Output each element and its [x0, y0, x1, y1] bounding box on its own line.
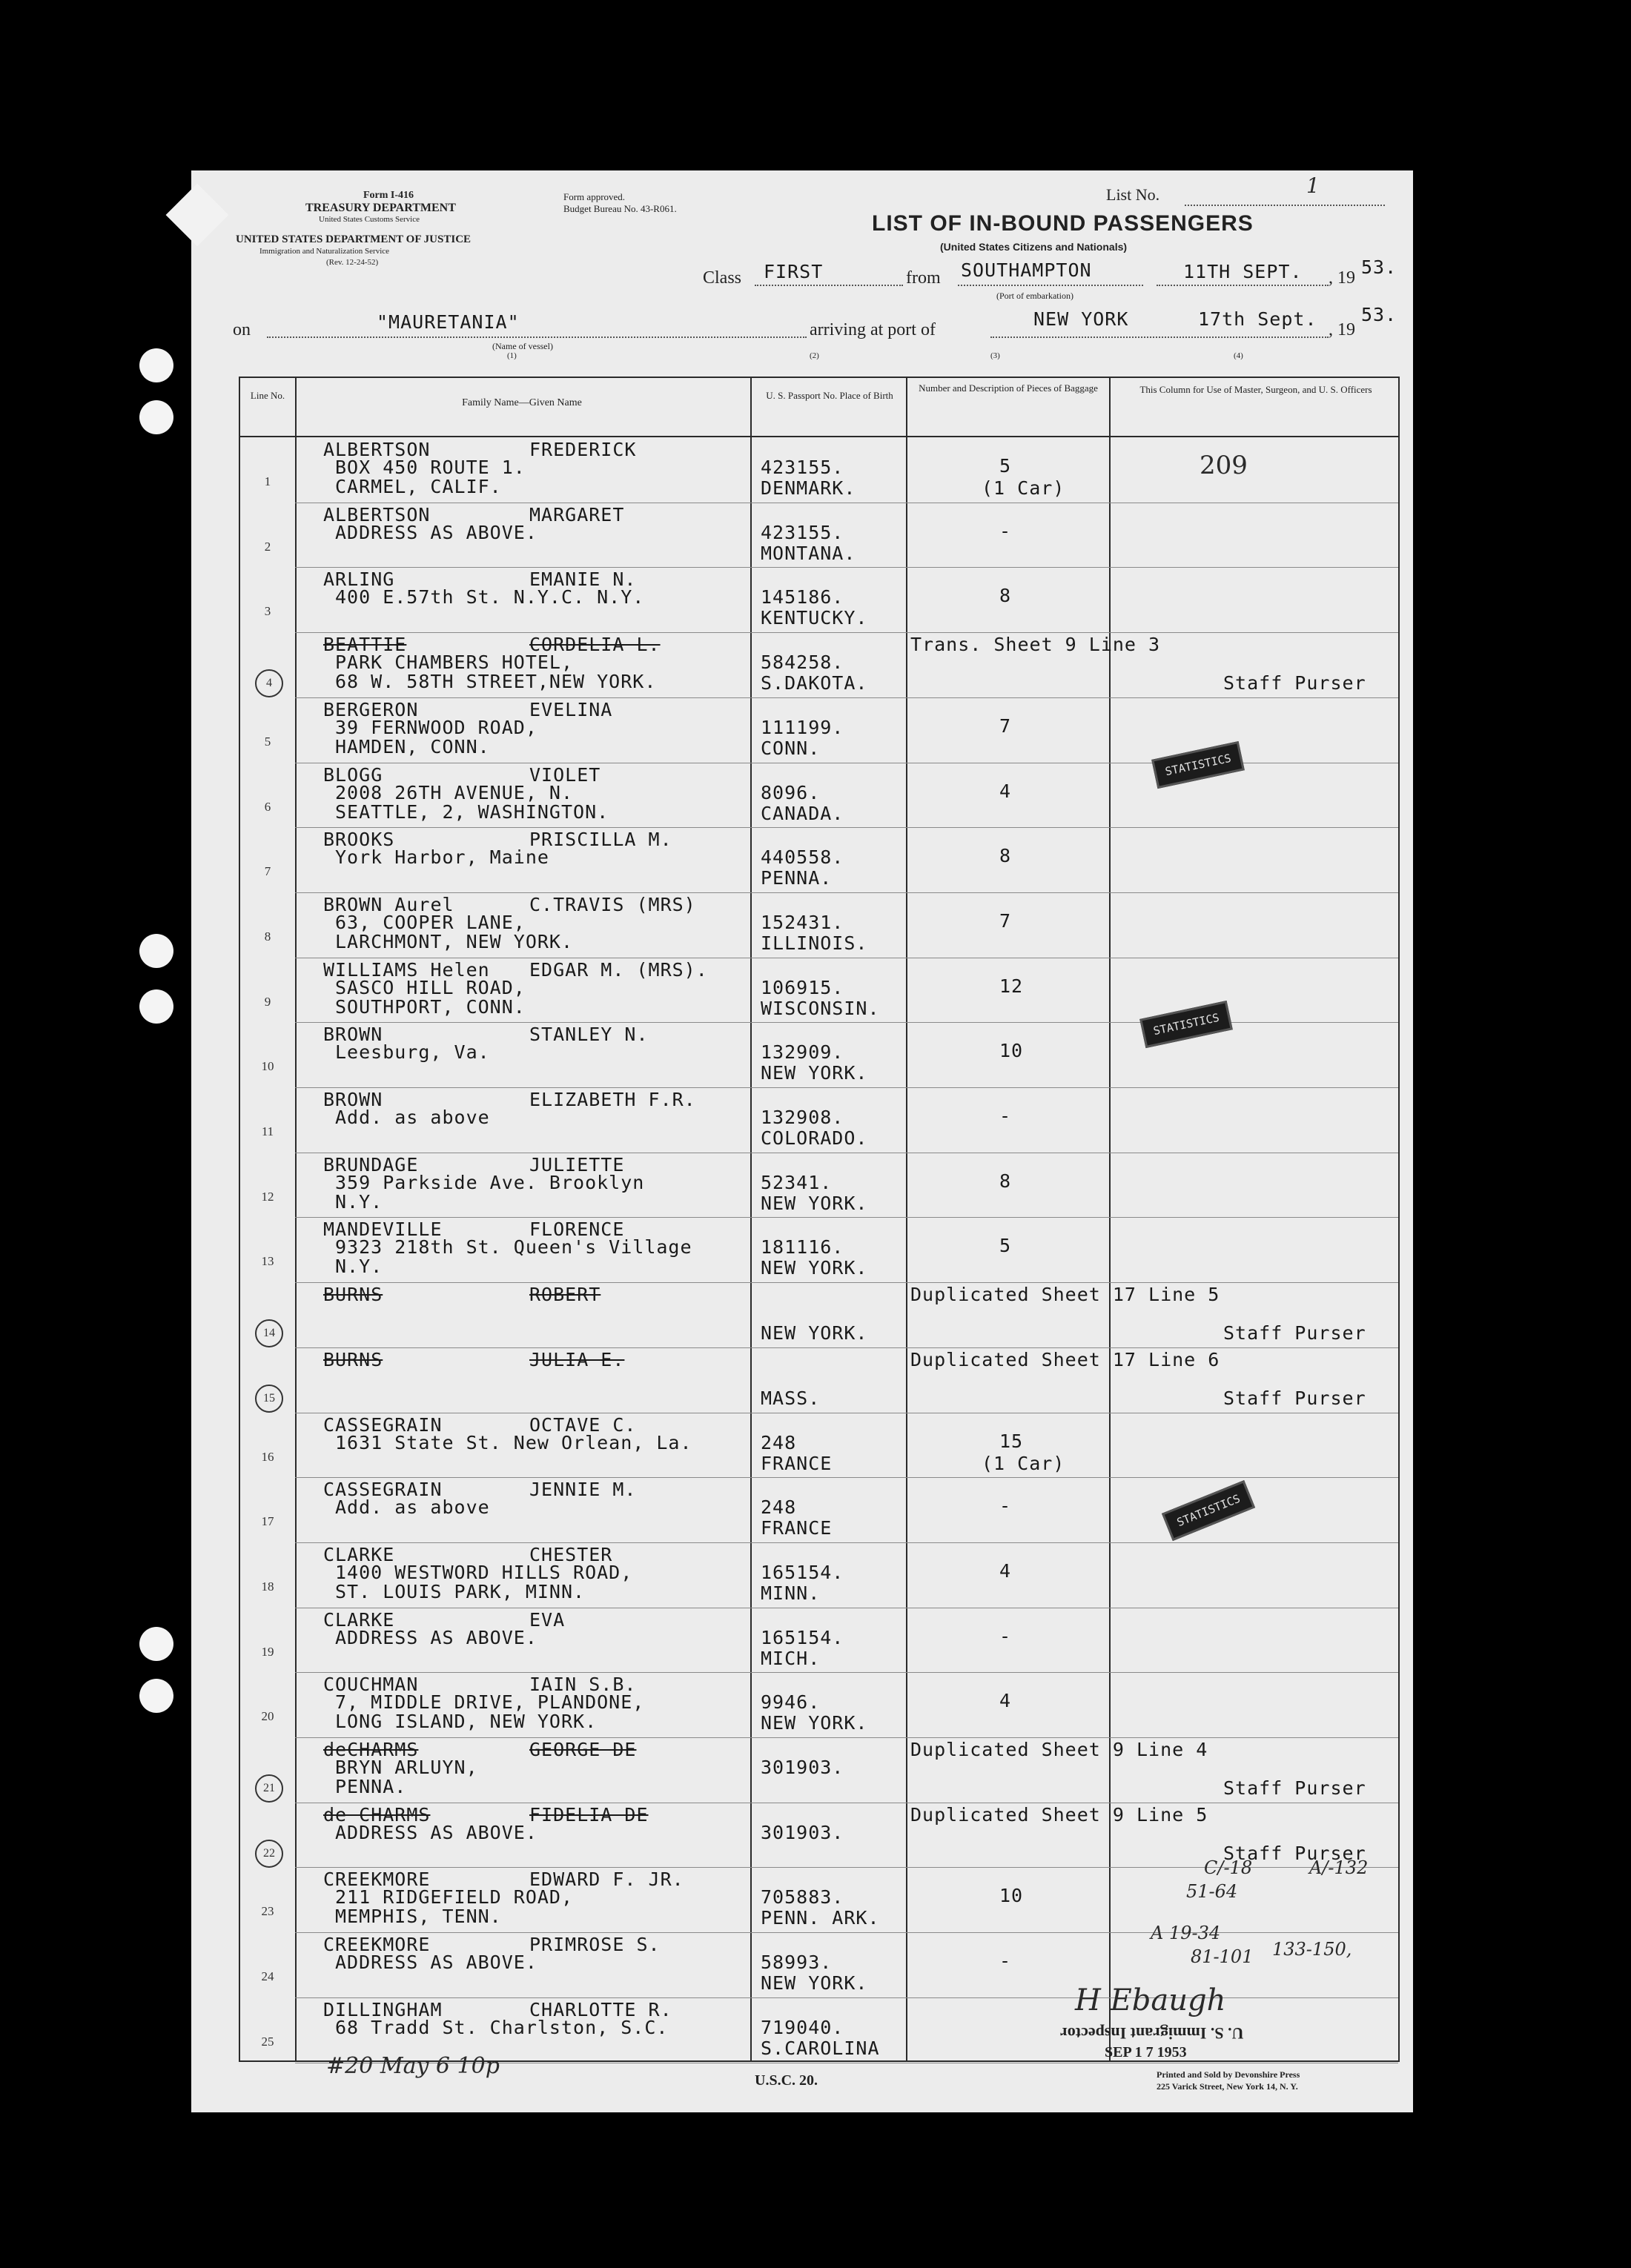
place-of-birth: NEW YORK.: [761, 1322, 868, 1344]
given-name: EDGAR M. (MRS).: [529, 958, 708, 981]
passport-number: 705883.: [761, 1886, 844, 1909]
officer-note: 209: [1200, 451, 1248, 480]
given-name: CORDELIA L.: [529, 634, 661, 656]
passport-number: 301903.: [761, 1757, 844, 1778]
col-divider: [906, 378, 907, 2060]
family-name: BROWN: [323, 1024, 383, 1046]
passport-number: 106915.: [761, 976, 844, 998]
embark-port: SOUTHAMPTON: [961, 259, 1092, 281]
line-number: 25: [261, 2034, 274, 2049]
address-line-1: 63, COOPER LANE,: [335, 911, 526, 933]
row-divider: [295, 1542, 1398, 1543]
passport-number: 423155.: [761, 521, 844, 543]
passport-number: 132908.: [761, 1107, 844, 1128]
family-name: CREEKMORE: [323, 1869, 431, 1891]
line-number: 6: [264, 799, 271, 814]
given-name: JENNIE M.: [529, 1479, 637, 1501]
family-name: BROOKS: [323, 829, 395, 851]
address-line-1: 9323 218th St. Queen's Village: [335, 1236, 692, 1259]
baggage-count: 10: [999, 1040, 1024, 1062]
address-line-1: 400 E.57th St. N.Y.C. N.Y.: [335, 586, 645, 609]
family-name: CASSEGRAIN: [323, 1413, 443, 1436]
family-name: CLARKE: [323, 1608, 395, 1631]
line-number: 22: [255, 1840, 283, 1868]
binder-hole: [139, 1627, 173, 1661]
given-name: MARGARET: [529, 503, 625, 525]
place-of-birth: ILLINOIS.: [761, 932, 868, 954]
vessel-caption: (Name of vessel): [492, 341, 553, 351]
baggage-count: Trans. Sheet 9 Line 3: [910, 634, 1161, 656]
line-number: 7: [264, 864, 271, 879]
passport-number: 58993.: [761, 1952, 833, 1974]
passport-number: 8096.: [761, 781, 821, 803]
family-name: BURNS: [323, 1348, 383, 1370]
address-line-1: PARK CHAMBERS HOTEL,: [335, 651, 574, 674]
passport-number: 423155.: [761, 457, 844, 478]
binder-hole: [139, 1679, 173, 1713]
baggage-count: -: [999, 1495, 1012, 1517]
family-name: ALBERTSON: [323, 439, 431, 460]
class-line: [755, 285, 903, 286]
address-line-1: Add. as above: [335, 1107, 490, 1128]
address-line-2: HAMDEN, CONN.: [335, 735, 490, 757]
given-name: CHESTER: [529, 1543, 613, 1565]
bureau-label: Budget Bureau No. 43-R061.: [563, 203, 677, 214]
family-name: BROWN: [323, 1089, 383, 1110]
row-divider: [295, 632, 1398, 633]
address-line-2: CARMEL, CALIF.: [335, 476, 502, 497]
address-line-1: 68 Tradd St. Charlston, S.C.: [335, 2016, 669, 2038]
year-prefix-2: , 19: [1329, 320, 1355, 339]
address-line-1: 1400 WESTWORD HILLS ROAD,: [335, 1561, 633, 1583]
place-of-birth: WISCONSIN.: [761, 997, 880, 1019]
line-number: 11: [261, 1124, 274, 1138]
line-number: 3: [264, 604, 271, 619]
arrival-line: [990, 336, 1329, 338]
address-line-1: 1631 State St. New Orlean, La.: [335, 1431, 692, 1453]
baggage-note: Staff Purser: [1223, 1842, 1366, 1864]
address-line-1: ADDRESS AS ABOVE.: [335, 1821, 537, 1843]
tally-note: C/-18: [1204, 1857, 1253, 1878]
address-line-1: 211 RIDGEFIELD ROAD,: [335, 1886, 574, 1909]
place-of-birth: COLORADO.: [761, 1127, 868, 1149]
bottom-handwritten-note: #20 May 6 10p: [326, 2053, 500, 2079]
from-line: [958, 285, 1143, 286]
baggage-note: Staff Purser: [1223, 1387, 1366, 1409]
family-name: DILLINGHAM: [323, 1998, 443, 2020]
line-number: 9: [264, 994, 271, 1009]
given-name: GEORGE DE: [529, 1739, 637, 1760]
given-name: FREDERICK: [529, 439, 637, 460]
place-of-birth: PENNA.: [761, 867, 833, 889]
passport-number: 719040.: [761, 2016, 844, 2038]
family-name: BLOGG: [323, 763, 383, 786]
justice-label: UNITED STATES DEPARTMENT OF JUSTICE: [236, 233, 472, 245]
place-of-birth: MINN.: [761, 1582, 821, 1604]
place-of-birth: FRANCE: [761, 1517, 833, 1539]
address-line-1: SASCO HILL ROAD,: [335, 976, 526, 998]
embark-year: 53.: [1361, 256, 1397, 278]
given-name: EVA: [529, 1608, 566, 1631]
family-name: BEATTIE: [323, 634, 407, 656]
address-line-1: 359 Parkside Ave. Brooklyn: [335, 1171, 645, 1193]
family-name: CASSEGRAIN: [323, 1479, 443, 1501]
given-name: PRIMROSE S.: [529, 1934, 661, 1956]
tally-note: A 19-34: [1151, 1923, 1221, 1943]
line-number: 13: [261, 1254, 274, 1269]
header-line-no: Line No.: [250, 390, 285, 401]
list-no-value: 1: [1306, 173, 1320, 198]
baggage-count: 4: [999, 1559, 1012, 1582]
place-of-birth: CONN.: [761, 737, 821, 759]
date-line: [1157, 285, 1329, 286]
rev-label: (Rev. 12-24-52): [326, 258, 379, 267]
family-name: COUCHMAN: [323, 1674, 419, 1696]
place-of-birth: NEW YORK.: [761, 1257, 868, 1279]
address-line-2: MEMPHIS, TENN.: [335, 1906, 502, 1928]
family-name: BROWN Aurel: [323, 893, 454, 915]
address-line-2: PENNA.: [335, 1776, 407, 1797]
place-of-birth: FRANCE: [761, 1452, 833, 1474]
place-of-birth: MONTANA.: [761, 542, 856, 564]
given-name: FIDELIA DE: [529, 1803, 649, 1826]
col2-caption: (2): [810, 351, 819, 360]
place-of-birth: S.CAROLINA: [761, 2037, 880, 2059]
family-name: CREEKMORE: [323, 1934, 431, 1956]
address-line-2: LONG ISLAND, NEW YORK.: [335, 1711, 598, 1733]
arriving-label: arriving at port of: [810, 320, 936, 339]
line-number: 15: [255, 1385, 283, 1413]
place-of-birth: NEW YORK.: [761, 1712, 868, 1734]
given-name: OCTAVE C.: [529, 1413, 637, 1436]
statistics-stamp: STATISTICS: [1162, 1480, 1256, 1541]
form-number: Form I-416: [363, 190, 414, 201]
place-of-birth: KENTUCKY.: [761, 607, 868, 629]
form-approved: Form approved.: [563, 191, 626, 202]
baggage-count: 5: [999, 1235, 1012, 1257]
address-line-1: ADDRESS AS ABOVE.: [335, 521, 537, 543]
arrival-year: 53.: [1361, 304, 1397, 325]
baggage-count: Duplicated Sheet 9 Line 4: [910, 1739, 1208, 1760]
row-divider: [295, 697, 1398, 698]
place-of-birth: NEW YORK.: [761, 1062, 868, 1084]
given-name: EMANIE N.: [529, 568, 637, 591]
family-name: BRUNDAGE: [323, 1153, 419, 1176]
family-name: BERGERON: [323, 698, 419, 720]
address-line-1: Leesburg, Va.: [335, 1041, 490, 1064]
inspector-stamp-date: SEP 1 7 1953: [1105, 2044, 1187, 2060]
row-divider: [295, 1737, 1398, 1738]
binder-hole: [139, 989, 173, 1024]
baggage-count: Duplicated Sheet 9 Line 5: [910, 1803, 1208, 1826]
header-bottom-rule: [240, 436, 1398, 437]
baggage-count: 5: [999, 455, 1012, 477]
row-divider: [295, 1217, 1398, 1218]
baggage-count: 12: [999, 975, 1024, 997]
family-name: CLARKE: [323, 1543, 395, 1565]
vessel-name: "MAURETANIA": [377, 311, 520, 333]
line-number: 17: [261, 1514, 274, 1529]
family-name: WILLIAMS Helen: [323, 958, 490, 981]
given-name: PRISCILLA M.: [529, 829, 672, 851]
form-subtitle: (United States Citizens and Nationals): [940, 241, 1128, 253]
address-line-1: BOX 450 ROUTE 1.: [335, 457, 526, 478]
baggage-note: (1 Car): [982, 1452, 1065, 1474]
row-divider: [295, 1932, 1398, 1933]
place-of-birth: CANADA.: [761, 802, 844, 824]
row-divider: [295, 1022, 1398, 1023]
tally-note: 51-64: [1186, 1881, 1238, 1902]
baggage-count: -: [999, 1950, 1012, 1972]
address-line-1: York Harbor, Maine: [335, 846, 549, 869]
baggage-note: Staff Purser: [1223, 1322, 1366, 1344]
header-baggage: Number and Description of Pieces of Baggage: [919, 382, 1098, 394]
row-divider: [295, 1087, 1398, 1088]
class-value: FIRST: [764, 261, 824, 282]
inspector-signature: H Ebaugh: [1075, 1983, 1226, 2017]
passport-number: 248: [761, 1496, 797, 1519]
row-divider: [295, 1282, 1398, 1283]
given-name: JULIETTE: [529, 1153, 625, 1176]
baggage-note: Staff Purser: [1223, 672, 1366, 694]
row-divider: [295, 1347, 1398, 1348]
family-name: de CHARMS: [323, 1803, 431, 1826]
address-line-1: Add. as above: [335, 1496, 490, 1519]
passport-number: 248: [761, 1431, 797, 1453]
place-of-birth: MICH.: [761, 1647, 821, 1669]
line-number: 19: [261, 1644, 274, 1659]
address-line-2: ST. LOUIS PARK, MINN.: [335, 1580, 586, 1602]
row-divider: [295, 1997, 1398, 1998]
baggage-note: (1 Car): [982, 477, 1065, 499]
list-no-label: List No.: [1106, 185, 1160, 204]
given-name: ELIZABETH F.R.: [529, 1089, 696, 1110]
line-number: 8: [264, 929, 271, 944]
passenger-table: [239, 377, 1400, 2062]
row-divider: [295, 1477, 1398, 1478]
tally-note: 81-101: [1191, 1946, 1254, 1967]
passport-number: 301903.: [761, 1821, 844, 1843]
arrival-port: NEW YORK: [1033, 308, 1129, 330]
year-prefix: , 19: [1329, 268, 1355, 288]
family-name: ALBERTSON: [323, 503, 431, 525]
baggage-note: Staff Purser: [1223, 1777, 1366, 1799]
line-number: 23: [261, 1904, 274, 1919]
given-name: JULIA E.: [529, 1348, 625, 1370]
address-line-1: BRYN ARLUYN,: [335, 1757, 478, 1778]
baggage-count: Duplicated Sheet 17 Line 5: [910, 1284, 1220, 1306]
customs-label: United States Customs Service: [319, 215, 420, 224]
given-name: C.TRAVIS (MRS): [529, 893, 696, 915]
footer-form-code: U.S.C. 20.: [755, 2072, 818, 2089]
tally-note: A/-132: [1309, 1857, 1369, 1878]
family-name: ARLING: [323, 568, 395, 591]
place-of-birth: NEW YORK.: [761, 1972, 868, 1995]
passport-number: 181116.: [761, 1236, 844, 1259]
tally-note: 133-150,: [1272, 1939, 1352, 1960]
given-name: CHARLOTTE R.: [529, 1998, 672, 2020]
list-no-line: [1185, 205, 1385, 206]
line-number: 21: [255, 1774, 283, 1803]
on-label: on: [233, 320, 251, 339]
header-passport: U. S. Passport No. Place of Birth: [766, 390, 893, 401]
passport-number: 152431.: [761, 911, 844, 933]
col1-caption: (1): [507, 351, 517, 360]
from-label: from: [906, 268, 941, 288]
arrival-date: 17th Sept.: [1198, 308, 1317, 330]
baggage-count: 4: [999, 780, 1012, 802]
given-name: EVELINA: [529, 698, 613, 720]
place-of-birth: PENN. ARK.: [761, 1907, 880, 1929]
baggage-count: -: [999, 1625, 1012, 1647]
given-name: STANLEY N.: [529, 1024, 649, 1046]
line-number: 16: [261, 1449, 274, 1464]
line-number: 20: [261, 1709, 274, 1724]
treasury-label: TREASURY DEPARTMENT: [305, 202, 456, 214]
statistics-stamp: STATISTICS: [1139, 1001, 1233, 1048]
passport-number: 145186.: [761, 586, 844, 609]
baggage-count: -: [999, 1105, 1012, 1127]
given-name: IAIN S.B.: [529, 1674, 637, 1696]
embark-date: 11TH SEPT.: [1183, 261, 1303, 282]
header-officers: This Column for Use of Master, Surgeon, and U. S. Officers: [1139, 384, 1372, 395]
vessel-line: [267, 336, 807, 338]
col-divider: [750, 378, 752, 2060]
baggage-count: -: [999, 520, 1012, 542]
embark-caption: (Port of embarkation): [996, 291, 1073, 301]
address-line-1: ADDRESS AS ABOVE.: [335, 1952, 537, 1974]
row-divider: [295, 827, 1398, 828]
row-divider: [295, 892, 1398, 893]
place-of-birth: NEW YORK.: [761, 1192, 868, 1214]
passport-number: 111199.: [761, 716, 844, 738]
given-name: EDWARD F. JR.: [529, 1869, 684, 1891]
address-line-1: 2008 26TH AVENUE, N.: [335, 781, 574, 803]
printer-line-2: 225 Varick Street, New York 14, N. Y.: [1157, 2081, 1298, 2092]
address-line-1: 7, MIDDLE DRIVE, PLANDONE,: [335, 1691, 645, 1714]
family-name: deCHARMS: [323, 1739, 419, 1760]
address-line-1: 39 FERNWOOD ROAD,: [335, 716, 537, 738]
line-number: 18: [261, 1579, 274, 1594]
statistics-stamp: STATISTICS: [1151, 741, 1245, 789]
baggage-count: 7: [999, 909, 1012, 932]
passport-number: 132909.: [761, 1041, 844, 1064]
address-line-1: ADDRESS AS ABOVE.: [335, 1626, 537, 1648]
header-name: Family Name—Given Name: [462, 397, 582, 408]
line-number: 5: [264, 734, 271, 749]
given-name: ROBERT: [529, 1284, 601, 1306]
col-divider: [295, 378, 297, 2060]
passport-number: 165154.: [761, 1626, 844, 1648]
line-number: 24: [261, 1969, 274, 1984]
place-of-birth: DENMARK.: [761, 477, 856, 499]
baggage-count: 8: [999, 585, 1012, 607]
passport-number: 9946.: [761, 1691, 821, 1714]
form-title: LIST OF IN-BOUND PASSENGERS: [872, 211, 1254, 236]
binder-hole: [139, 400, 173, 434]
place-of-birth: MASS.: [761, 1387, 821, 1409]
address-line-2: LARCHMONT, NEW YORK.: [335, 930, 574, 952]
col4-caption: (4): [1234, 351, 1243, 360]
baggage-count: 7: [999, 714, 1012, 737]
passport-number: 165154.: [761, 1561, 844, 1583]
line-number: 4: [255, 669, 283, 697]
binder-hole: [139, 934, 173, 968]
line-number: 14: [255, 1319, 283, 1347]
address-line-2: SOUTHPORT, CONN.: [335, 995, 526, 1018]
baggage-count: 8: [999, 1170, 1012, 1192]
baggage-count: Duplicated Sheet 17 Line 6: [910, 1348, 1220, 1370]
binder-hole: [139, 348, 173, 382]
address-line-2: SEATTLE, 2, WASHINGTON.: [335, 800, 609, 823]
place-of-birth: S.DAKOTA.: [761, 672, 868, 694]
baggage-count: 10: [999, 1885, 1024, 1907]
line-number: 10: [261, 1059, 274, 1074]
address-line-2: N.Y.: [335, 1256, 383, 1278]
printer-line-1: Printed and Sold by Devonshire Press: [1157, 2069, 1300, 2080]
passport-number: 440558.: [761, 846, 844, 869]
line-number: 2: [264, 539, 271, 554]
col3-caption: (3): [990, 351, 1000, 360]
baggage-count: 15: [999, 1430, 1024, 1452]
line-number: 1: [264, 474, 271, 488]
inspector-stamp: U. S. Immigrant Inspector: [1060, 2024, 1244, 2043]
address-line-2: N.Y.: [335, 1190, 383, 1213]
family-name: BURNS: [323, 1284, 383, 1306]
line-number: 12: [261, 1189, 274, 1204]
baggage-count: 8: [999, 845, 1012, 867]
row-divider: [295, 1672, 1398, 1673]
class-label: Class: [703, 268, 742, 288]
given-name: VIOLET: [529, 763, 601, 786]
ins-label: Immigration and Naturalization Service: [259, 247, 390, 256]
given-name: FLORENCE: [529, 1218, 625, 1241]
passport-number: 52341.: [761, 1171, 833, 1193]
row-divider: [295, 567, 1398, 568]
address-line-2: 68 W. 58TH STREET,NEW YORK.: [335, 671, 657, 693]
baggage-count: 4: [999, 1690, 1012, 1712]
passport-number: 584258.: [761, 651, 844, 674]
family-name: MANDEVILLE: [323, 1218, 443, 1241]
